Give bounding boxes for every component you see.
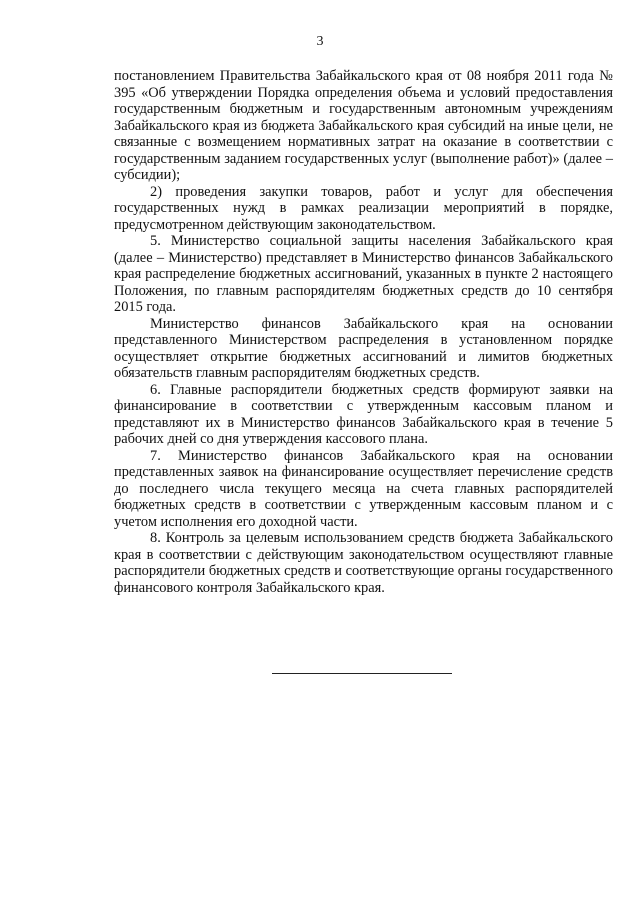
paragraph-item-2: 2) проведения закупки товаров, работ и услуг для обеспечения государственных нужд в рамках реализации мероприятий в порядке, предусмотренном действующим законодательством. xyxy=(114,183,613,233)
paragraph-item-8: 8. Контроль за целевым использованием средств бюджета Забайкальского края в соответствии с действующим законодательством осуществляют главные распорядители бюджетных средств и соответствующие органы государственного финансового контроля Забайкальского края. xyxy=(114,530,613,596)
paragraph-item-6: 6. Главные распорядители бюджетных средств формируют заявки на финансирование в соответствии с утвержденным кассовым планом и представляют их в Министерство финансов Забайкальского края в течение 5 рабочих дней со дня утверждения кассового плана. xyxy=(114,381,613,447)
paragraph-ministry-finance: Министерство финансов Забайкальского края на основании представленного Министерством распределения в установленном порядке осуществляет открытие бюджетных ассигнований и лимитов бюджетных обязательств главным распорядителям бюджетных средств. xyxy=(114,315,613,381)
paragraph-item-5: 5. Министерство социальной защиты населения Забайкальского края (далее – Министерство) представляет в Министерство финансов Забайкальского края распределение бюджетных ассигнований, указанных в пункте 2 настоящего Положения, по главным распорядителям бюджетных средств до 10 сентября 2015 года. xyxy=(114,233,613,315)
page-number: 3 xyxy=(316,34,324,49)
paragraph-continuation: постановлением Правительства Забайкальского края от 08 ноября 2011 года № 395 «Об утверждении Порядка определения объема и условий предоставления государственным бюджетным и государственным автономным учреждениям Забайкальского края из бюджета Забайкальского края субсидий на иные цели, не связанные с возмещением нормативных затрат на оказание в соответствии с государственным заданием государственных услуг (выполнение работ)» (далее – субсидии); xyxy=(114,68,613,183)
document-body xyxy=(114,68,613,596)
paragraph-item-7: 7. Министерство финансов Забайкальского края на основании представленных заявок на финансирование осуществляет перечисление средств до последнего числа текущего месяца на счета главных распорядителей бюджетных средств в соответствии с утвержденным кассовым планом и с учетом исполнения его доходной части. xyxy=(114,447,613,530)
end-of-document-rule xyxy=(272,673,452,674)
